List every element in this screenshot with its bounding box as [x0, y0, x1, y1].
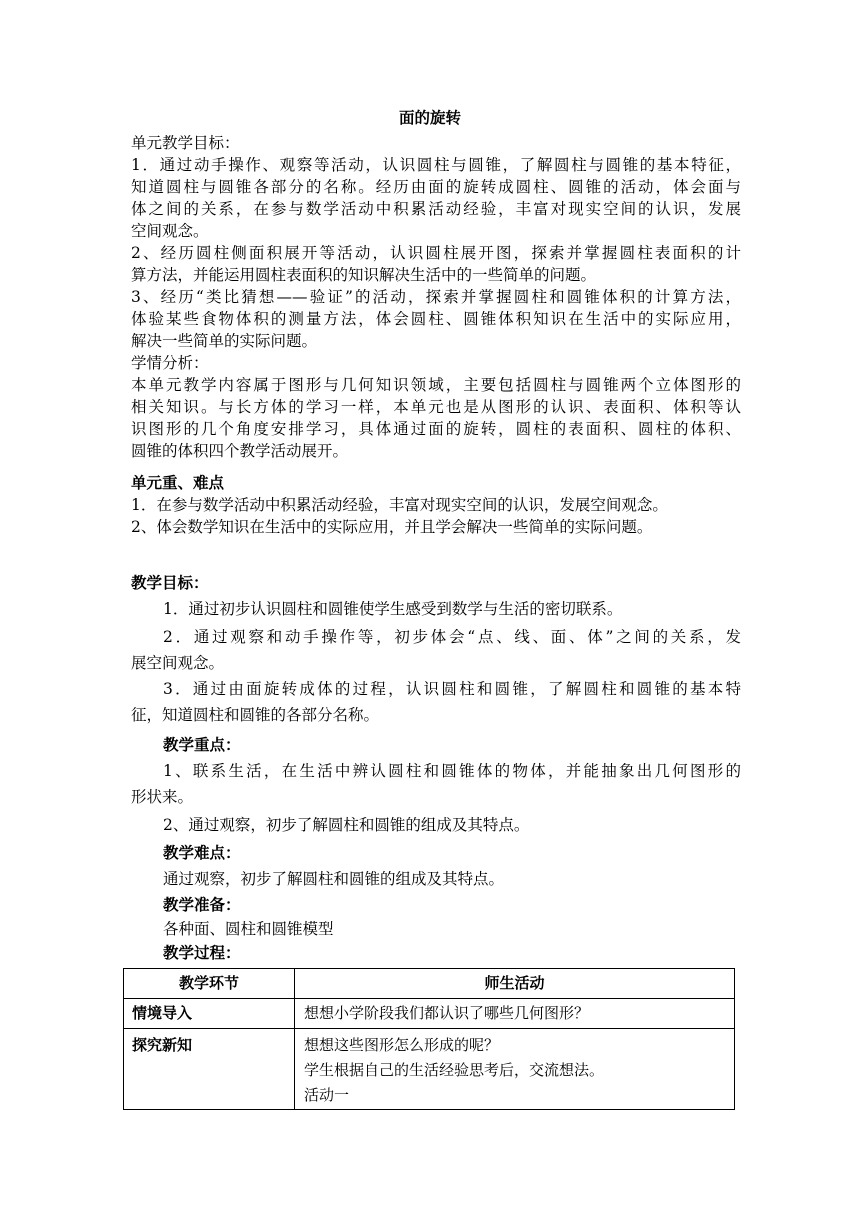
unit-goals-line: 体验某些食物体积的测量方法，体会圆柱、圆锥体积知识在生活中的实际应用，: [131, 310, 741, 328]
prep-text: 各种面、圆柱和圆锥模型: [163, 920, 334, 938]
analysis-line: 识图形的几个角度安排学习，具体通过面的旋转，圆柱的表面积、圆柱的体积、: [131, 420, 741, 438]
prep-heading: 教学准备：: [163, 896, 241, 914]
table-row: [124, 999, 735, 1029]
unit-goals-heading: 单元教学目标：: [131, 134, 240, 152]
teaching-goals-line: 1．通过初步认识圆柱和圆锥使学生感受到数学与生活的密切联系。: [163, 600, 623, 618]
focus-heading: 教学重点：: [163, 736, 241, 754]
activity-line: 想想这些图形怎么形成的呢？: [304, 1036, 500, 1054]
table-row: [124, 1029, 735, 1110]
table-cell-activity: 想想小学阶段我们都认识了哪些几何图形？: [295, 999, 735, 1029]
analysis-line: 本单元教学内容属于图形与几何知识领域，主要包括圆柱与圆锥两个立体图形的: [131, 376, 741, 394]
analysis-heading: 学情分析：: [131, 354, 209, 372]
analysis-line: 相关知识。与长方体的学习一样，本单元也是从图形的认识、表面积、体积等认: [131, 398, 741, 416]
unit-goals-line: 空间观念。: [131, 222, 209, 240]
analysis-line: 圆锥的体积四个教学活动展开。: [131, 442, 349, 460]
unit-goals-line: 算方法，并能运用圆柱表面积的知识解决生活中的一些简单的问题。: [131, 266, 597, 284]
unit-goals-line: 知道圆柱与圆锥各部分的名称。经历由面的旋转成圆柱、圆锥的活动，体会面与: [131, 178, 741, 196]
unit-goals-line: 2、经历圆柱侧面积展开等活动，认识圆柱展开图，探索并掌握圆柱表面积的计: [131, 244, 741, 262]
teaching-goals-heading: 教学目标：: [131, 574, 209, 592]
key-points-line: 1．在参与数学活动中积累活动经验，丰富对现实空间的认识，发展空间观念。: [131, 496, 668, 514]
table-header-row: [124, 969, 735, 999]
key-points-line: 2、体会数学知识在生活中的实际应用，并且学会解决一些简单的实际问题。: [131, 518, 653, 536]
teaching-goals-line: 2．通过观察和动手操作等，初步体会“点、线、面、体”之间的关系，发: [163, 628, 741, 646]
teaching-goals-line: 征，知道圆柱和圆锥的各部分名称。: [131, 706, 380, 724]
table-cell-stage: 情境导入: [124, 999, 295, 1029]
unit-goals-line: 1．通过动手操作、观察等活动，认识圆柱与圆锥，了解圆柱与圆锥的基本特征，: [131, 156, 741, 174]
process-table: [123, 968, 735, 1110]
focus-line: 1、联系生活，在生活中辨认圆柱和圆锥体的物体，并能抽象出几何图形的: [163, 762, 741, 780]
unit-goals-line: 3、经历“类比猜想——验证”的活动，探索并掌握圆柱和圆锥体积的计算方法，: [131, 288, 741, 306]
activity-line: 学生根据自己的生活经验思考后，交流想法。: [304, 1061, 605, 1079]
process-heading: 教学过程：: [163, 944, 241, 962]
document-title: 面的旋转: [398, 109, 461, 127]
teaching-goals-line: 3．通过由面旋转成体的过程，认识圆柱和圆锥，了解圆柱和圆锥的基本特: [163, 680, 741, 698]
table-header-activity: 师生活动: [295, 969, 735, 999]
focus-line: 2、通过观察，初步了解圆柱和圆锥的组成及其特点。: [163, 816, 530, 834]
teaching-goals-line: 展空间观念。: [131, 654, 225, 672]
difficulty-heading: 教学难点：: [163, 844, 241, 862]
key-points-heading: 单元重、难点: [131, 474, 225, 492]
table-cell-stage: 探究新知: [124, 1029, 295, 1110]
focus-line: 形状来。: [131, 788, 194, 806]
unit-goals-line: 体之间的关系，在参与数学活动中积累活动经验，丰富对现实空间的认识，发展: [131, 200, 741, 218]
activity-line: 活动一: [304, 1086, 350, 1104]
unit-goals-line: 解决一些简单的实际问题。: [131, 332, 318, 350]
table-header-stage: 教学环节: [124, 969, 295, 999]
table-cell-activity: [295, 1029, 735, 1110]
difficulty-text: 通过观察，初步了解圆柱和圆锥的组成及其特点。: [163, 870, 505, 888]
